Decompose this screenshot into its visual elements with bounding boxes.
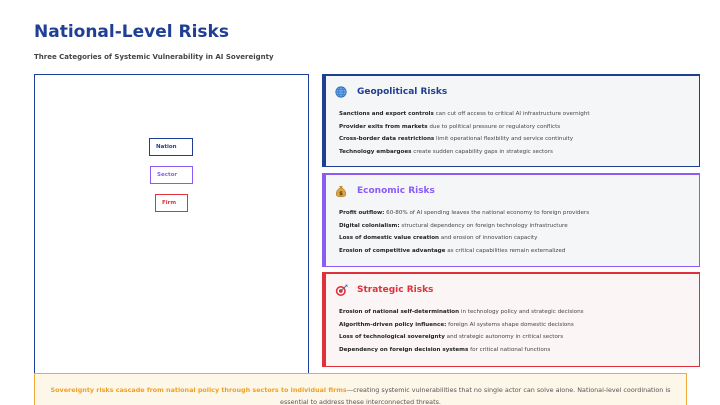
strategic-risks-card [322, 272, 700, 367]
list-item: Cross-border data restrictions limit operational flexibility and service continuity [339, 136, 574, 143]
list-item: Erosion of competitive advantage as critical capabilities remain externalized [339, 247, 566, 254]
list-item: Loss of domestic value creation and erosion of innovation capacity [339, 235, 538, 242]
list-item: Provider exits from markets due to political pressure or regulatory conflicts [339, 123, 561, 130]
list-item: Technology embargoes create sudden capability gaps in strategic sectors [339, 148, 553, 155]
card-header [334, 283, 433, 297]
list-item: Sanctions and export controls can cut off access to critical AI infrastructure overnight [339, 111, 590, 117]
tier-sector-box: Sector [150, 166, 193, 184]
list-item: Erosion of national self-determination in technology policy and strategic decisions [339, 309, 584, 315]
summary-callout [34, 373, 687, 405]
geopolitical-risks-card [322, 74, 700, 167]
page-title: National-Level Risks [34, 22, 229, 42]
list-item: Dependency on foreign decision systems for critical national functions [339, 346, 551, 353]
tier-nation-box: Nation [149, 138, 193, 156]
target-icon [334, 283, 348, 297]
economic-risks-card [322, 173, 700, 267]
summary-text: Sovereignty risks cascade from national policy through sectors to individual firms—creating systemic vulnerabilities that no single actor can solve alone. National-level coordination is [50, 386, 671, 394]
list-item: Algorithm-driven policy influence: foreign AI systems shape domestic decisions [339, 321, 574, 328]
list-item: Profit outflow: 60-80% of AI spending leaves the national economy to foreign providers [339, 210, 590, 216]
page-subtitle: Three Categories of Systemic Vulnerability in AI Sovereignty [34, 53, 274, 61]
card-title: Economic Risks [357, 186, 435, 196]
card-title: Geopolitical Risks [357, 87, 448, 97]
card-header [334, 184, 435, 198]
tier-firm-box: Firm [155, 194, 188, 212]
card-header [334, 85, 447, 99]
list-item: Digital colonialism: structural dependency on foreign technology infrastructure [339, 222, 568, 229]
summary-text-line2: essential to address these interconnected threats. [280, 398, 441, 405]
money-bag-icon [334, 184, 348, 198]
list-item: Loss of technological sovereignty and strategic autonomy in critical sectors [339, 334, 564, 341]
card-title: Strategic Risks [357, 285, 434, 295]
cascade-diagram-panel [34, 74, 309, 376]
svg-text:$: $ [339, 190, 343, 197]
globe-icon [334, 85, 348, 99]
